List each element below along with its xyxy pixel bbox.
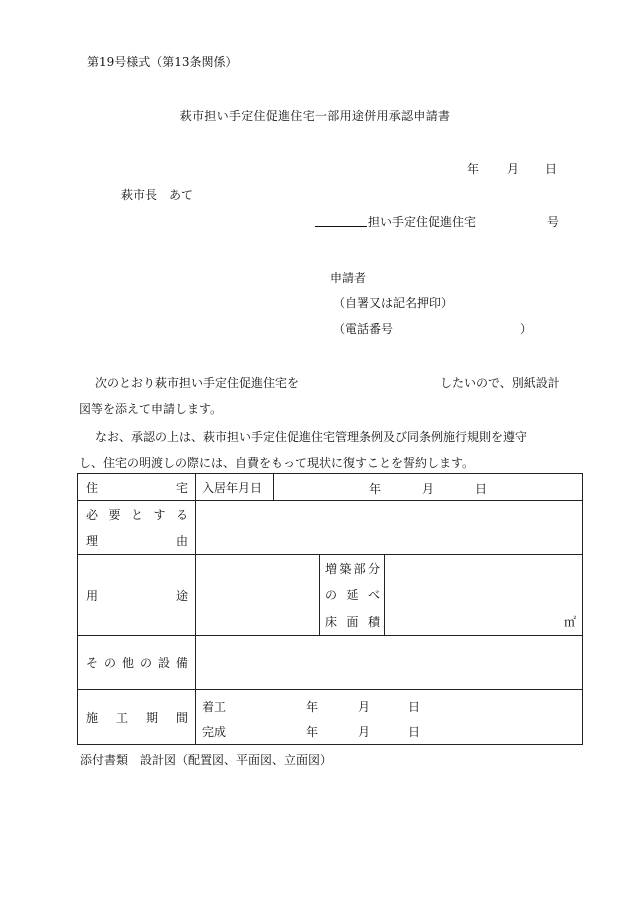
- residence-label: [78, 479, 195, 496]
- reason-label-line2: [78, 532, 195, 549]
- construction-period-label: [78, 709, 195, 726]
- document-title: 萩市担い手定住促進住宅一部用途併用承認申請書: [179, 109, 451, 123]
- label-char: 工: [115, 710, 128, 725]
- move-in-year: 年: [369, 482, 382, 496]
- body-paragraph-1-part2: したいので、別紙設計: [440, 376, 560, 390]
- move-in-label: 入居年月日: [202, 480, 263, 495]
- label-char: の: [325, 588, 338, 603]
- phone-close-paren: ）: [520, 322, 533, 336]
- label-char: 施: [86, 710, 99, 725]
- label-char: そ: [86, 656, 99, 670]
- move-in-day: 日: [475, 482, 488, 496]
- residence-label-cell: [78, 474, 196, 501]
- reason-label-cell: [78, 501, 196, 555]
- usage-label-cell: [78, 555, 196, 636]
- construction-period-input-cell[interactable]: [196, 690, 583, 745]
- move-in-label-cell: [196, 474, 274, 501]
- label-char: 備: [175, 656, 188, 670]
- other-equipment-label-cell: [78, 636, 196, 690]
- label-char: す: [153, 507, 166, 522]
- body-paragraph-2-line2: し、住宅の明渡しの際には、自費をもって現状に復すことを誓約します。: [79, 456, 475, 470]
- body-paragraph-2-line1: なお、承認の上は、萩市担い手定住促進住宅管理条例及び同条例施行規則を遵守: [95, 430, 528, 444]
- start-label: 着工: [202, 700, 227, 714]
- addressee: 萩市長 あて: [121, 188, 194, 202]
- phone-label: （電話番号: [333, 322, 394, 336]
- date-day-label: 日: [545, 162, 558, 176]
- table-row-construction-period: [78, 690, 583, 745]
- label-char: 増: [325, 561, 338, 576]
- label-char: 理: [86, 534, 99, 549]
- area-unit: ㎡: [564, 615, 577, 629]
- move-in-date-cell[interactable]: [274, 474, 583, 501]
- label-char: 必: [86, 507, 99, 522]
- start-day: 日: [408, 700, 421, 714]
- label-char: 設: [157, 656, 170, 670]
- move-in-month: 月: [422, 482, 435, 496]
- table-row-other-equipment: [78, 636, 583, 690]
- label-char: 他: [121, 656, 134, 670]
- usage-label: [78, 587, 195, 604]
- label-char: 用: [86, 588, 99, 603]
- extension-area-cell[interactable]: [385, 555, 583, 636]
- attachments-note: 添付書類 設計図（配置図、平面図、立面図）: [80, 753, 333, 767]
- label-char: 面: [346, 615, 359, 630]
- label-char: べ: [367, 588, 380, 603]
- other-equipment-label: [78, 654, 195, 671]
- label-char: 住: [86, 480, 99, 495]
- reason-label-line1: [78, 506, 195, 523]
- extension-label-cell: [320, 555, 385, 636]
- label-char: の: [139, 656, 152, 670]
- reason-input-cell[interactable]: [196, 501, 583, 555]
- date-month-label: 月: [507, 162, 520, 176]
- table-row-reason: [78, 501, 583, 555]
- completion-month: 月: [358, 725, 371, 739]
- label-char: 部: [353, 561, 366, 576]
- label-char: 間: [175, 710, 188, 725]
- usage-input-cell[interactable]: [196, 555, 320, 636]
- house-label: 担い手定住促進住宅: [368, 215, 477, 229]
- label-char: 途: [175, 588, 188, 603]
- table-row-usage: [78, 555, 583, 636]
- applicant-label: 申請者: [330, 271, 367, 285]
- house-name-blank[interactable]: [315, 213, 367, 227]
- application-table: [77, 473, 583, 745]
- label-char: 分: [367, 561, 380, 576]
- label-char: と: [130, 507, 143, 522]
- table-row-residence: [78, 474, 583, 501]
- construction-period-label-cell: [78, 690, 196, 745]
- label-char: 床: [325, 615, 338, 630]
- other-equipment-input-cell[interactable]: [196, 636, 583, 690]
- completion-label: 完成: [202, 725, 227, 739]
- house-number-suffix: 号: [547, 215, 560, 229]
- extension-label-line2: [325, 586, 380, 603]
- label-char: 宅: [175, 480, 188, 495]
- signature-note: （自署又は記名押印）: [333, 296, 454, 310]
- label-char: 要: [108, 507, 121, 522]
- start-year: 年: [306, 700, 319, 714]
- label-char: る: [175, 507, 188, 522]
- form-number: 第19号様式（第13条関係）: [87, 55, 238, 69]
- label-char: 延: [346, 588, 359, 603]
- completion-day: 日: [408, 725, 421, 739]
- completion-year: 年: [306, 725, 319, 739]
- start-month: 月: [358, 700, 371, 714]
- label-char: の: [103, 656, 116, 670]
- body-paragraph-1-line2: 図等を添えて申請します。: [79, 402, 223, 416]
- label-char: 期: [145, 710, 158, 725]
- label-char: 由: [175, 534, 188, 549]
- extension-label-line3: [325, 613, 380, 630]
- label-char: 積: [367, 615, 380, 630]
- label-char: 築: [339, 561, 352, 576]
- extension-label-line1: [325, 560, 380, 577]
- body-paragraph-1-part1: 次のとおり萩市担い手定住促進住宅を: [95, 376, 300, 390]
- date-year-label: 年: [467, 162, 480, 176]
